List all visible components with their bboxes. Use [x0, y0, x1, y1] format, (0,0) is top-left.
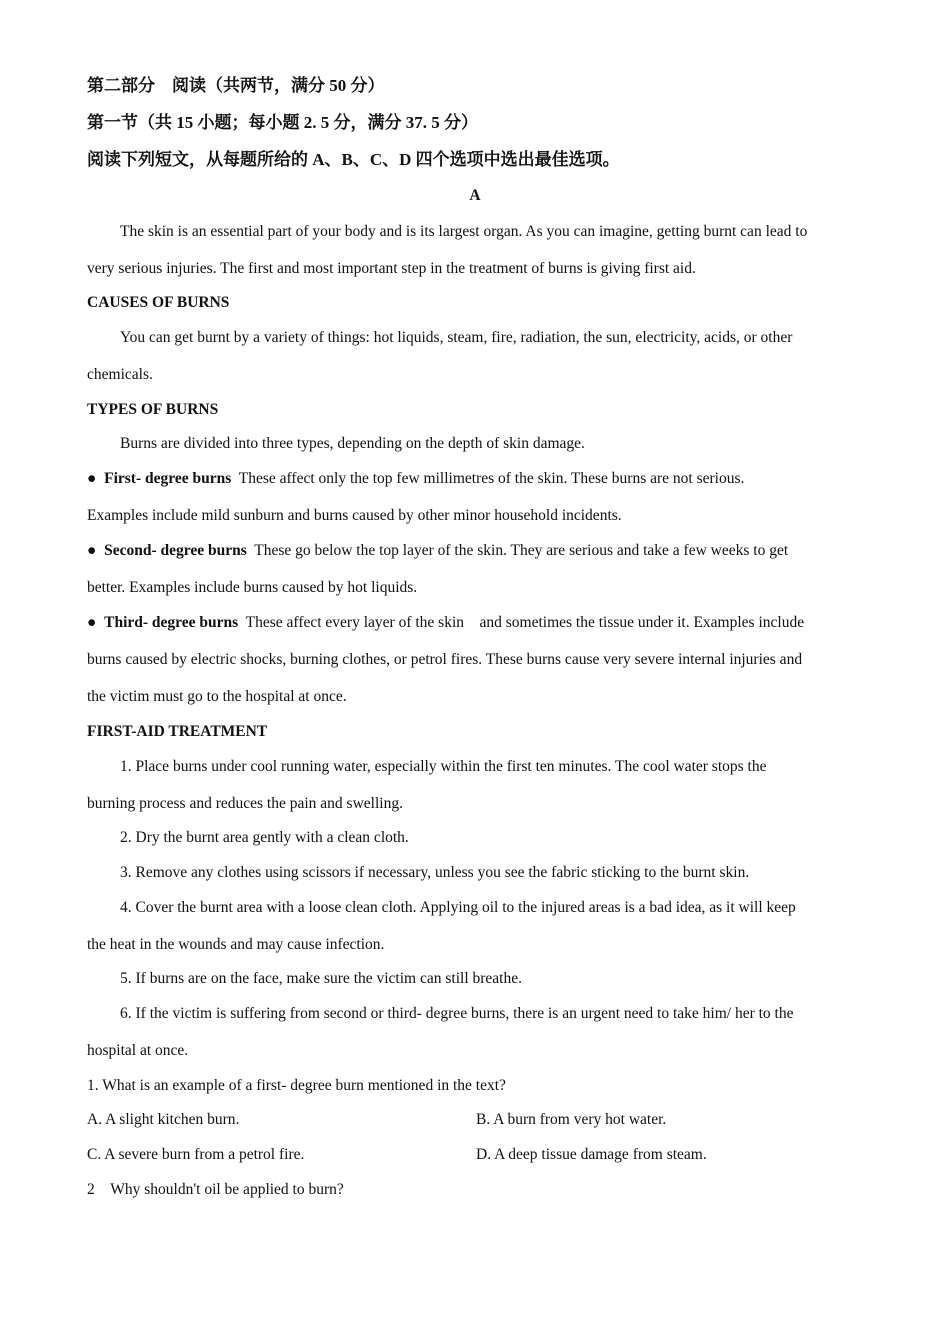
second-degree-term: Second- degree burns	[104, 542, 247, 559]
treatment-step-3: 3. Remove any clothes using scissors if necessary, unless you see the fabric sticking to the burnt skin.	[120, 864, 750, 881]
part-heading: 第二部分 阅读（共两节，满分 50 分）	[87, 76, 385, 95]
treatment-step-4-line-1: 4. Cover the burnt area with a loose clean cloth. Applying oil to the injured areas is a bad idea, as it will keep	[120, 899, 796, 916]
second-degree-line-2: better. Examples include burns caused by hot liquids.	[87, 579, 418, 596]
treatment-step-4-line-2: the heat in the wounds and may cause infection.	[87, 936, 385, 953]
question-1-option-b[interactable]: B. A burn from very hot water.	[476, 1111, 667, 1128]
question-2: 2 Why shouldn't oil be applied to burn?	[87, 1181, 344, 1198]
intro-paragraph-line-2: very serious injuries. The first and most important step in the treatment of burns is giving first aid.	[87, 260, 696, 277]
treatment-step-6-line-1: 6. If the victim is suffering from second or third- degree burns, there is an urgent need to take him/ her to the	[120, 1005, 794, 1022]
intro-paragraph-line-1: The skin is an essential part of your body and is its largest organ. As you can imagine, getting burnt can lead to	[120, 223, 808, 240]
question-1-option-a[interactable]: A. A slight kitchen burn.	[87, 1111, 240, 1128]
bullet-icon: ●	[87, 470, 97, 487]
second-degree-item	[87, 541, 788, 561]
treatment-step-1-line-1: 1. Place burns under cool running water, especially within the first ten minutes. The cool water stops the	[120, 758, 767, 775]
bullet-icon: ●	[87, 542, 97, 559]
question-1-option-c[interactable]: C. A severe burn from a petrol fire.	[87, 1146, 305, 1163]
types-heading: TYPES OF BURNS	[87, 401, 219, 418]
treatment-step-2: 2. Dry the burnt area gently with a clean cloth.	[120, 829, 409, 846]
third-degree-text: These affect every layer of the skin and sometimes the tissue under it. Examples include	[245, 614, 805, 631]
third-degree-term: Third- degree burns	[104, 614, 239, 631]
second-degree-text: These go below the top layer of the skin. They are serious and take a few weeks to get	[254, 542, 789, 559]
types-intro: Burns are divided into three types, depending on the depth of skin damage.	[120, 435, 585, 452]
treatment-step-6-line-2: hospital at once.	[87, 1042, 189, 1059]
treatment-heading: FIRST-AID TREATMENT	[87, 723, 268, 740]
question-1: 1. What is an example of a first- degree burn mentioned in the text?	[87, 1077, 506, 1094]
first-degree-text: These affect only the top few millimetres of the skin. These burns are not serious.	[238, 470, 745, 487]
first-degree-item	[87, 469, 744, 489]
causes-paragraph-line-1: You can get burnt by a variety of things: hot liquids, steam, fire, radiation, the sun, electricity, acids, or other	[120, 329, 793, 346]
third-degree-line-3: the victim must go to the hospital at once.	[87, 688, 347, 705]
bullet-icon: ●	[87, 614, 97, 631]
first-degree-term: First- degree burns	[104, 470, 232, 487]
question-1-option-d[interactable]: D. A deep tissue damage from steam.	[476, 1146, 707, 1163]
third-degree-line-2: burns caused by electric shocks, burning clothes, or petrol fires. These burns cause very severe internal injuries and	[87, 651, 803, 668]
treatment-step-5: 5. If burns are on the face, make sure the victim can still breathe.	[120, 970, 522, 987]
passage-label: A	[469, 187, 481, 204]
treatment-step-1-line-2: burning process and reduces the pain and swelling.	[87, 795, 403, 812]
causes-heading: CAUSES OF BURNS	[87, 294, 230, 311]
causes-paragraph-line-2: chemicals.	[87, 366, 153, 383]
first-degree-line-2: Examples include mild sunburn and burns caused by other minor household incidents.	[87, 507, 622, 524]
section-heading: 第一节（共 15 小题；每小题 2. 5 分，满分 37. 5 分）	[87, 113, 478, 132]
instruction-text: 阅读下列短文，从每题所给的 A、B、C、D 四个选项中选出最佳选项。	[87, 150, 620, 169]
third-degree-item	[87, 613, 804, 633]
